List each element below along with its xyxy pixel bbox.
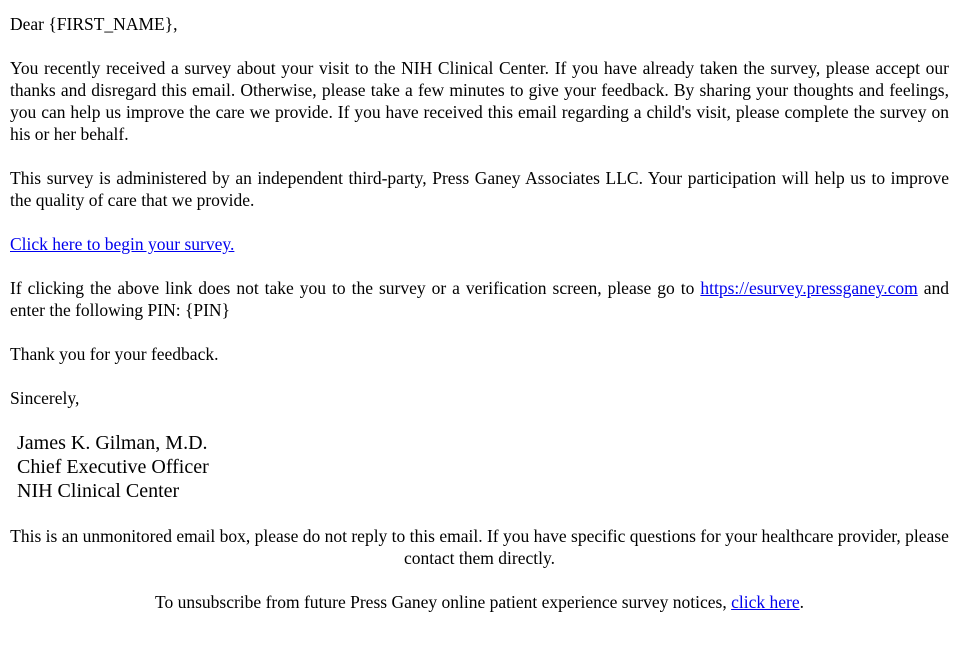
closing-line: Sincerely, [10, 388, 80, 408]
unsubscribe-text-before: To unsubscribe from future Press Ganey online patient experience survey notices, [155, 592, 727, 612]
survey-link-line [10, 233, 949, 255]
unsubscribe-text-after: . [799, 592, 804, 612]
signature-block [10, 431, 949, 503]
fallback-text-before: If clicking the above link does not take you to the survey or a verification screen, please go to [10, 278, 695, 298]
unsubscribe-line [10, 591, 949, 613]
administered-paragraph: This survey is administered by an independent third-party, Press Ganey Associates LLC. Your participation will help us to improve the quality of care that we provide. [10, 168, 949, 210]
esurvey-url-link[interactable]: https://esurvey.pressganey.com [700, 278, 918, 298]
intro-paragraph: You recently received a survey about your visit to the NIH Clinical Center. If you have already taken the survey, please accept our thanks and disregard this email. Otherwise, please take a few minutes to give your feedback. By sharing your thoughts and feelings, you can help us improve the care we provide. If you have received this email regarding a child's visit, please complete the survey on his or her behalf. [10, 58, 949, 144]
fallback-paragraph [10, 277, 949, 321]
unsubscribe-link[interactable]: click here [731, 592, 800, 612]
salutation: Dear {FIRST_NAME}, [10, 14, 178, 34]
begin-survey-link[interactable]: Click here to begin your survey. [10, 234, 235, 254]
thanks-line: Thank you for your feedback. [10, 344, 219, 364]
fallback-text-after: and enter the following PIN: {PIN} [10, 278, 950, 320]
signature-org: NIH Clinical Center [17, 480, 180, 502]
unmonitored-notice: This is an unmonitored email box, please do not reply to this email. If you have specific questions for your healthcare provider, please contact them directly. [10, 526, 949, 568]
signature-title: Chief Executive Officer [17, 456, 209, 478]
signature-name: James K. Gilman, M.D. [17, 432, 208, 454]
